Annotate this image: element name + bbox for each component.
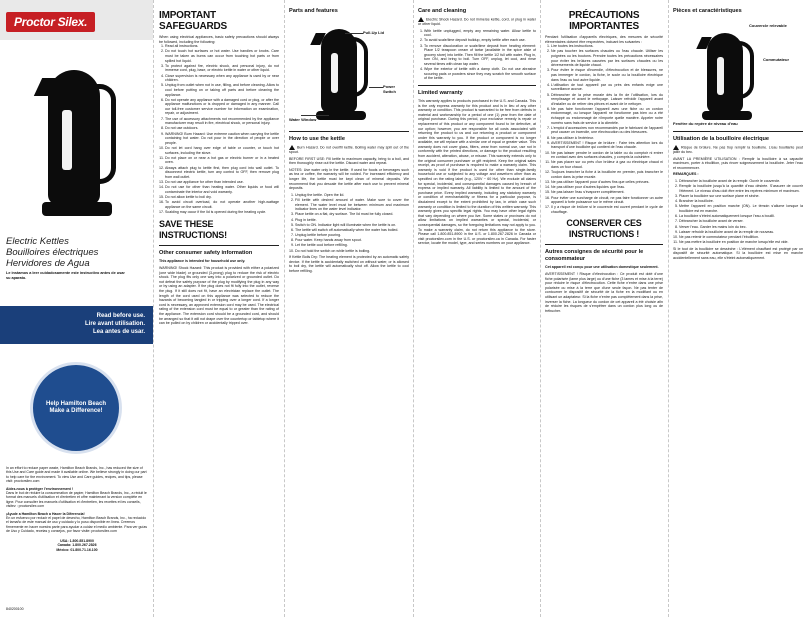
precaution-item: 14. Ne pas utiliser pour d'autres liquides que l'eau.: [551, 185, 663, 190]
parts-panel: [289, 8, 409, 613]
safeguards-panel: [159, 8, 279, 613]
read-before-use-banner: [0, 306, 153, 344]
cover-footer-text: [6, 466, 148, 552]
use-fr-step: 8. Verser l'eau. Garder les mains loin du bec.: [679, 225, 803, 230]
safeguard-item: 11. Do not place on or near a hot gas or electric burner or in a heated oven.: [165, 156, 279, 165]
precaution-item: 6. Ne pas faire fonctionner l'appareil avec une fiche ou un cordon endommagé, ou lorsque l'appareil ne fonctionne pas bien ou a été échappé ou endommagé de n'importe quelle manière. Appeler notre numéro sans frais de service à la clientèle.: [551, 107, 663, 125]
care-title: Care and cleaning: [418, 8, 467, 14]
environment-seal: [30, 362, 122, 454]
use-fr-steps: [673, 179, 803, 245]
burn-warning-fr: Risque de brûlure. Ne pas trop remplir la bouilloire. L'eau bouillante peut jaillir du bec.: [673, 145, 803, 155]
safeguard-item: 15. Do not allow kettle to boil dry.: [165, 195, 279, 200]
precaution-item: 3. Pour éviter le risque d'incendie, d'électrocution et de blessures, ne pas immerger le cordon, la fiche, le socle ou la bouilloire électrique dans l'eau ou tout autre liquide.: [551, 68, 663, 82]
use-fr-step: 10. Ne pas retenir le commutateur pendant l'ébullition.: [679, 235, 803, 240]
howto-step: 4. Plug in kettle.: [295, 218, 409, 223]
care-steps: [418, 29, 536, 81]
other-safety-text: WARNING! Shock Hazard: This product is provided with either a polarized (one wide blade) or grounded (3-prong) plug to reduce the risk of electric shock. The plug fits only one way into a polarized or grounded outlet. Do not defeat the safety purpose of the plug by modifying the plug in any way or by using an adapter. If the plug does not fit fully into the outlet, reverse the plug. If it still does not fit, have an electrician replace the outlet. The length of the cord used on this appliance was selected to reduce the hazards of becoming tangled in or tripping over a longer cord. If a longer cord is necessary, an approved extension cord may be used. The electrical rating of the extension cord must be equal to or greater than the rating of the appliance. The extension cord should be a grounded cord, and should be arranged so that it will not drape over the countertop or tabletop where it can be pulled on by children or accidentally tripped over.: [159, 266, 279, 326]
safeguard-item: 16. To avoid circuit overload, do not operate another high-wattage appliance on the same circuit.: [165, 200, 279, 209]
boil-dry-fr: Si le tout de la bouilloire se dessèche : L'élément chauffant est protégé par un dispositif de sécurité automatique. Si la bouilloire est mise en marche accidentellement sans eau, elle s'éteint automatiquement.: [673, 246, 803, 260]
label-switch: Power Switch: [383, 84, 396, 94]
warranty-text: This warranty applies to products purchased in the U.S. and Canada. This is the only express warranty for this product and is in lieu of any other warranty or condition. This product is warranted to be free from defects in material and workmanship for a period of one (1) year from the date of original purchase. During this period, your exclusive remedy is repair or replacement of this product or any component found to be defective, at our option; however, you are responsible for all costs associated with returning the product to us and our returning a product or component under this warranty to you. If the product or component is no longer available, we will replace with a similar one of equal or greater value. This warranty does not cover glass, filters, wear from normal use, use not in conformity with the printed directions, or damage to the product resulting from accident, alteration, abuse, or misuse. This warranty extends only to the original consumer purchaser or gift recipient. Keep the original sales receipt, as proof of purchase is required to make a warranty claim. This warranty is void if the product is used for other than single-family household use or subjected to any voltage and waveform other than as specified on the rating label (e.g., 120V ~ 60 Hz). We exclude all claims for special, incidental, and consequential damages caused by breach of express or implied warranty. All liability is limited to the amount of the purchase price. Every implied warranty, including any statutory warranty or condition of merchantability or fitness for a particular purpose, is disclaimed except to the extent prohibited by law, in which case such warranty or condition is limited to the duration of this written warranty. This warranty gives you specific legal rights. You may have other legal rights that vary depending on where you live. Some states or provinces do not allow limitations on implied warranties or special, incidental, or consequential damages, so the foregoing limitations may not apply to you. To make a warranty claim, do not return this appliance to the store. Please call 1.800.851.8900 in the U.S. or 1.800.267.2826 in Canada or visit proctorsilex.com in the U.S. or proctorsilex.ca in Canada. For faster service, locate the model, type, and series numbers on your appliance.: [418, 98, 536, 246]
precaution-item: 15. Ne pas laisser l'eau s'évaporer complètement.: [551, 190, 663, 195]
use-fr-step: 1. Débrancher la bouilloire avant de la remplir. Ouvrir le couvercle.: [679, 179, 803, 184]
footer-es: En un esfuerzo por reducir el papel de desecho, Hamilton Beach Brands, Inc., ha reducido el tamaño de este manual de uso y cuidado y lo puso disponible en línea. Creemos firmemente en hacer nuestra parte para ayudar a cuidar el medio ambiente. Para ver guías de Uso y Cuidado, recetas y consejos, por favor visite: proctorsilex.com: [6, 516, 148, 534]
fold-line: [668, 0, 669, 617]
boil-dry-note: If Kettle Boils Dry: The heating element is protected by an automatic safety device. If the kettle is accidentally switched on without water, or is allowed to boil dry, the kettle will automatically shut off. Allow the kettle to cool before refilling.: [289, 255, 409, 274]
precautions-title: PRÉCAUTIONS IMPORTANTES: [568, 10, 640, 32]
phone-usa: USA: 1.800.851.8900: [60, 538, 94, 543]
safeguards-intro: When using electrical appliances, basic safety precautions should always be followed, including the following:: [159, 35, 279, 44]
notes: NOTES: Use water only in the kettle. If used for foods or beverages such as tea or coffee, the warranty will be voided. For increased efficiency and longer life, the kettle must be kept clean of mineral deposits. We recommend that you descale the kettle after each use to prevent mineral deposits.: [289, 167, 409, 191]
before-first-use: BEFORE FIRST USE: Fill kettle to maximum capacity, bring to a boil, and then thoroughly rinse out the kettle. Discard water and repeat.: [289, 156, 409, 166]
label-fr-switch: Commutateur: [763, 57, 790, 62]
parts-fr-kettle-illustration: [699, 27, 759, 122]
safeguards-title: IMPORTANT SAFEGUARDS: [159, 10, 228, 32]
safeguard-item: 8. Do not use outdoors.: [165, 126, 279, 131]
care-step: 1. With kettle unplugged, empty any remaining water. Allow kettle to cool.: [424, 29, 536, 38]
care-step: 3. To remove discoloration or scale/lime deposit from heating element: Place 1/2 teaspoon cream of tartar (available in the spice aisle of grocery store) into kettle. Then fill the kettle 1/2 full with water. Plug in, turn ON, and bring to boil. Turn OFF, unplug, let cool, and rinse several times with clean tap water.: [424, 44, 536, 67]
safeguard-item: 17. Scalding may occur if the lid is opened during the heating cycle.: [165, 210, 279, 215]
cover-kettle-illustration: [38, 60, 118, 220]
product-subtitle: Le instamos a leer cuidadosamente este instructivo antes de usar su aparato.: [6, 271, 125, 280]
cover-panel: [0, 0, 153, 617]
parts-kettle-illustration: [313, 23, 373, 123]
howto-step: 6. The kettle will switch off automatically when the water has boiled.: [295, 228, 409, 233]
footer-fr-title: Aidez-nous à protéger l'environnement !: [6, 486, 73, 491]
use-fr-step: 11. Ne pas mettre la bouilloire en position de marche lorsqu'elle est vide.: [679, 240, 803, 245]
safeguard-item: 10. Do not let cord hang over edge of table or counter, or touch hot surfaces, including the stove.: [165, 146, 279, 155]
safeguard-item: 3. To protect against fire, electric shock, and personal injury, do not immerse cord, plug, base, or electric kettle in water or other liquid.: [165, 64, 279, 73]
precaution-item: 8. Ne pas utiliser à l'extérieur.: [551, 136, 663, 141]
safeguard-item: 12. Always attach plug to kettle first, then plug cord into wall outlet. To disconnect electric kettle, turn any control to OFF, then remove plug from wall outlet.: [165, 166, 279, 180]
warranty-title: Limited warranty: [418, 89, 463, 96]
french-use-panel: [673, 8, 803, 613]
fold-line: [413, 0, 414, 617]
use-fr-step: 7. Débrancher la bouilloire avant de verser.: [679, 219, 803, 224]
safeguard-item: 6. Do not operate any appliance with a damaged cord or plug, or after the appliance malfunctions or is dropped or damaged in any manner. Call our toll-free customer service number for information on examination, repair, or adjustment.: [165, 98, 279, 116]
precaution-item: 2. Ne pas toucher les surfaces chaudes ou l'eau chaude. Utiliser les poignées ou les boutons. Prendre toutes les précautions nécessaires pour éviter les brûlures causées par les surfaces chaudes ou les déversements de liquide chaud.: [551, 49, 663, 67]
precaution-item: 17. Il y a risque de brûlure si le couvercle est ouvert pendant le cycle de chauffage.: [551, 205, 663, 214]
safeguards-list: [159, 44, 279, 214]
safeguard-item: 5. Unplug from outlet when not in use, filling, and before cleaning. Allow to cool before putting on or taking off parts and before cleaning the appliance.: [165, 83, 279, 97]
footer-es-title: ¡Ayude a Hamilton Beach a Hacer la Diferencia!: [6, 511, 85, 516]
precaution-item: 12. Toujours brancher la fiche à la bouilloire en premier, puis brancher le cordon dans la prise murale.: [551, 170, 663, 179]
safeguard-item: 2. Do not touch hot surfaces or hot water. Use handles or knobs. Care must be taken as burns can occur from touching hot parts or from spilled hot liquid.: [165, 49, 279, 63]
remarks-title: REMARQUES :: [673, 172, 699, 177]
howto-step: 8. Pour water. Keep hands away from spout.: [295, 238, 409, 243]
seal-text: Help Hamilton Beach Make a Difference!: [45, 400, 106, 414]
use-fr-step: 9. Laisser refroidir la bouilloire avant de la remplir de nouveau.: [679, 230, 803, 235]
fold-line: [540, 0, 541, 617]
precaution-item: 10. Ne pas laisser pendre le cordon de la table ou du comptoir ni entrer en contact avec des surfaces chaudes, y compris la cuisinière.: [551, 151, 663, 160]
other-safety-title: Other consumer safety information: [159, 250, 253, 257]
household-use-note-fr: Cet appareil est conçu pour une utilisation domestique seulement.: [545, 265, 659, 270]
precaution-item: 7. L'emploi d'accessoires non recommandés par le fabricant de l'appareil peut causer un incendie, une électrocution ou des blessures.: [551, 126, 663, 135]
howto-title: How to use the kettle: [289, 136, 345, 142]
use-fr-title: Utilisation de la bouilloire électrique: [673, 136, 770, 142]
precautions-list: [545, 44, 663, 214]
precaution-item: 13. Ne pas utiliser l'appareil pour d'autres fins que celles prévues.: [551, 180, 663, 185]
divider: [545, 244, 663, 245]
safeguard-item: 13. Do not use appliance for other than intended use.: [165, 180, 279, 185]
label-window: Water Window: [289, 117, 317, 122]
read-line-es: Lea antes de usar.: [92, 329, 145, 335]
howto-step: 7. Unplug kettle before pouring.: [295, 233, 409, 238]
safeguard-item: 9. WARNING! Burn Hazard: Use extreme caution when carrying the kettle containing hot water. Do not pour in the direction of people or over people.: [165, 132, 279, 146]
document-code: 840200100: [6, 607, 24, 611]
safeguard-item: 7. The use of accessory attachments not recommended by the appliance manufacturer may result in fire, electrical shock, or personal injury.: [165, 117, 279, 126]
other-safety-fr-title: Autres consignes de sécurité pour le consommateur: [545, 249, 644, 263]
other-safety-fr-text: AVERTISSEMENT ! Risque d'électrocution : Ce produit est doté d'une fiche polarisée (lame plus large) ou d'une fiche (3 lames et mise à la terre) pour réduire le risque d'électrocution. Cette fiche n'entre dans une prise polarisée ou mise à la terre que d'une seule façon. Ne pas tenter de contourner le dispositif de sécurité de la fiche en la modifiant ou en utilisant un adaptateur. Si la fiche n'entre pas complètement dans la prise, inverser la fiche. La longueur du cordon de cet appareil a été choisie afin de réduire les risques de s'empêtrer dans un cordon plus long ou de trébucher.: [545, 272, 663, 313]
precautions-panel: [545, 8, 663, 613]
phone-canada: Canada: 1.800.267.2826: [57, 543, 97, 548]
care-step: 4. Wipe the exterior of kettle with a damp cloth. Do not use abrasive scouring pads or powders since they may scratch the smooth surface of the kettle.: [424, 67, 536, 81]
read-line-en: Read before use.: [96, 313, 145, 319]
footer-en: In an effort to reduce paper waste, Hamilton Beach Brands, Inc., has reduced the size of this Use and Care guide and made it available online. We believe strongly in doing our part to help care for the environment. To view Use and Care guides, recipes, and tips, please visit: proctorsilex.com: [6, 466, 147, 484]
read-line-fr: Lire avant utilisation.: [84, 321, 145, 327]
shock-warning: Electric Shock Hazard. Do not immerse kettle, cord, or plug in water or other liquid.: [418, 17, 536, 27]
howto-step: 2. Fill kettle with desired amount of water. Make sure to cover the element. The water level must be between minimum and maximum indicator lines on the water level indicator.: [295, 198, 409, 212]
precaution-item: 1. Lire toutes les instructions.: [551, 44, 663, 49]
divider: [673, 131, 803, 132]
parts-title: Parts and features: [289, 8, 338, 14]
fold-line: [284, 0, 285, 617]
care-step: 2. To avoid scale/lime deposit buildup, empty kettle after each use.: [424, 38, 536, 43]
fold-line: [153, 0, 154, 617]
safeguard-item: 1. Read all instructions.: [165, 44, 279, 49]
product-line-en: Electric Kettles: [6, 236, 69, 247]
divider: [159, 245, 279, 246]
phone-list: [6, 539, 148, 552]
precaution-item: 5. Débrancher de la prise murale dès la fin de l'utilisation, lors du remplissage et avant le nettoyage. Laisser refroidir l'appareil avant d'installer ou de retirer des pièces et avant de le nettoyer.: [551, 93, 663, 107]
product-line-fr: Bouilloires électriques: [6, 247, 99, 258]
parts-fr-diagram: [673, 17, 803, 127]
howto-steps: [289, 193, 409, 253]
safeguard-item: 14. Do not use for other than heating water. Other liquids or food will contaminate the interior and void warranty.: [165, 185, 279, 194]
burn-warning: Burn Hazard. Do not overfill kettle. Boiling water may spill out of the spout.: [289, 145, 409, 155]
howto-step: 9. Let the kettle cool before refilling.: [295, 243, 409, 248]
precaution-item: 4. L'utilisation de tout appareil par ou près des enfants exige une surveillance accrue.: [551, 83, 663, 92]
parts-fr-title: Pièces et caractéristiques: [673, 8, 742, 14]
use-fr-step: 5. Mettre l'appareil en position marche (ON). Le témoin s'allume lorsque la bouilloire est en marche.: [679, 204, 803, 213]
precautions-intro: Pendant l'utilisation d'appareils électriques, des mesures de sécurité élémentaires doivent être respectées, incluant les suivantes :: [545, 35, 663, 44]
product-line-es: Hervidores de Agua: [6, 258, 90, 269]
household-use-note: This appliance is intended for household use only.: [159, 259, 246, 264]
use-fr-step: 6. La bouilloire s'éteint automatiquement lorsque l'eau a bouilli.: [679, 214, 803, 219]
label-lid: Pull-Up Lid: [363, 30, 385, 35]
howto-step: 1. Unplug the kettle. Open the lid.: [295, 193, 409, 198]
divider: [289, 131, 409, 132]
brand-logo: Proctor Silex.: [6, 12, 95, 32]
use-fr-step: 4. Brancher la bouilloire.: [679, 199, 803, 204]
first-use-fr: AVANT LA PREMIÈRE UTILISATION : Remplir la bouilloire à sa capacité maximum, porter à ébullition, puis rincer soigneusement la bouilloire. Jeter l'eau et recommencer.: [673, 156, 803, 170]
howto-step: 10. Do not hold the switch on while kettle is boiling.: [295, 249, 409, 254]
safeguard-item: 4. Close supervision is necessary when any appliance is used by or near children.: [165, 74, 279, 83]
conserver-instructions: CONSERVER CES INSTRUCTIONS !: [566, 218, 642, 240]
footer-fr: Dans le but de réduire la consommation de papier, Hamilton Beach Brands, Inc., a réduit le format des manuels d'utilisation et d'entretien et offre maintenant la version complète en ligne. Pour consulter les manuels d'utilisation et d'entretien, les recettes et les conseils, visitez : proctorsilex.com: [6, 491, 147, 509]
parts-diagram: [289, 17, 409, 127]
howto-step: 5. Switch to ON. Indicator light will illuminate when the kettle is on.: [295, 223, 409, 228]
use-fr-step: 3. Placer la bouilloire sur une surface plane et sèche.: [679, 194, 803, 199]
product-title: [6, 236, 98, 269]
save-instructions: SAVE THESE INSTRUCTIONS!: [159, 219, 227, 241]
precaution-item: 16. Pour éviter une surcharge de circuit, ne pas faire fonctionner un autre appareil à forte puissance sur le même circuit.: [551, 196, 663, 205]
phone-mexico: México: 01.800.71.16.100: [56, 547, 98, 552]
label-fr-window: Fenêtre du repère de niveau d'eau: [673, 121, 738, 126]
divider: [418, 85, 536, 86]
precaution-item: 11. Ne pas placer sur ou près d'un brûleur à gaz ou électrique chaud ni dans un four chaud.: [551, 160, 663, 169]
care-panel: [418, 8, 536, 613]
howto-step: 3. Place kettle on a flat, dry surface. The lid must be fully closed.: [295, 212, 409, 217]
use-fr-step: 2. Remplir la bouilloire jusqu'à la quantité d'eau désirée. S'assurer de couvrir l'élément. Le niveau d'eau doit être entre les repères minimum et maximum.: [679, 184, 803, 193]
label-fr-lid: Couvercle relevable: [749, 23, 787, 28]
precaution-item: 9. AVERTISSEMENT ! Risque de brûlure : Faire très attention lors du transport d'une bouilloire qui contient de l'eau chaude.: [551, 141, 663, 150]
